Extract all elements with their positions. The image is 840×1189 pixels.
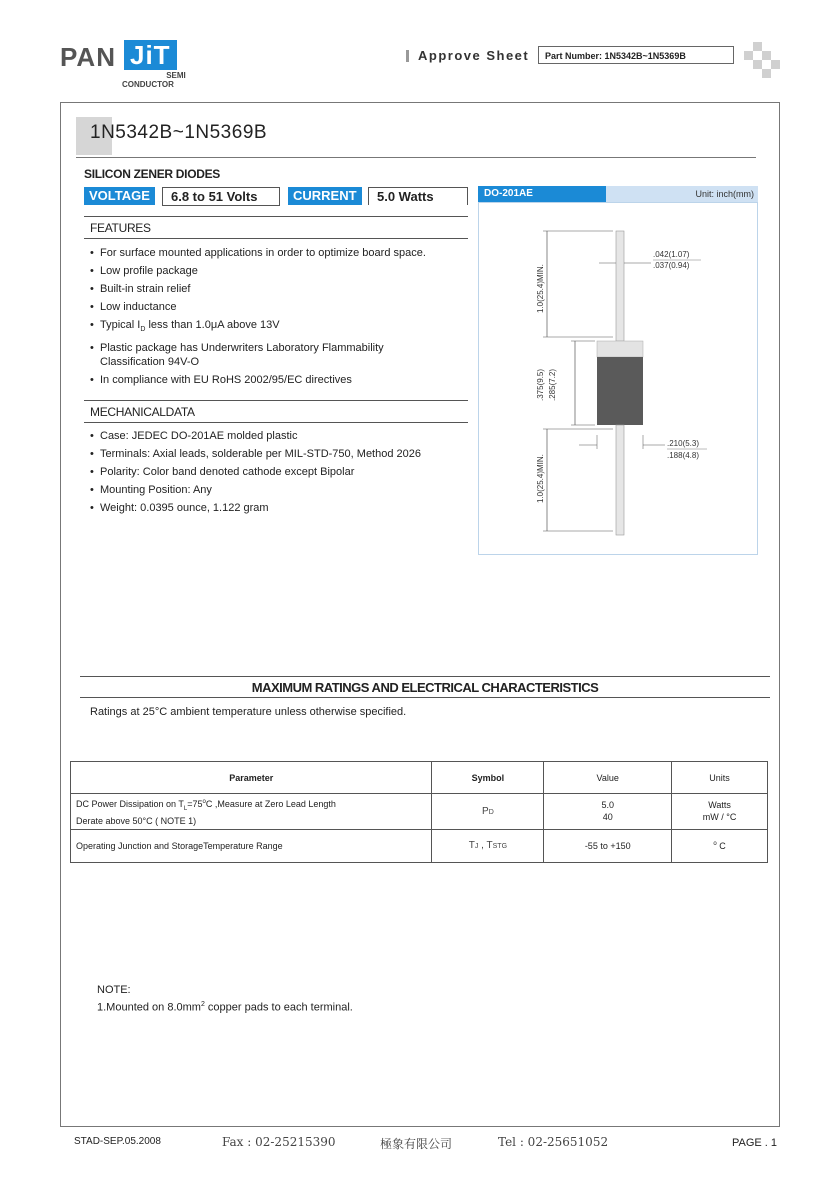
list-item: • Built-in strain relief bbox=[90, 280, 460, 298]
dim-lead-top: 1.0(25.4)MIN. bbox=[536, 264, 545, 313]
param-sub: L bbox=[183, 805, 188, 812]
ratings-title: MAXIMUM RATINGS AND ELECTRICAL CHARACTERISTICS bbox=[251, 680, 599, 695]
value-text: 5.0 bbox=[601, 800, 614, 811]
approve-bar bbox=[406, 50, 409, 62]
current-badge: CURRENT bbox=[288, 187, 362, 205]
subtitle: SILICON ZENER DIODES bbox=[84, 167, 221, 181]
package-drawing bbox=[479, 203, 757, 554]
symbol-sub: STG bbox=[492, 843, 508, 851]
voltage-underline bbox=[162, 205, 280, 206]
features-heading: FEATURES bbox=[90, 221, 151, 235]
unit-cell bbox=[672, 829, 768, 862]
list-item: • Case: JEDEC DO-201AE molded plastic bbox=[90, 427, 460, 445]
checker-decoration bbox=[744, 42, 780, 78]
param-sup: o bbox=[202, 799, 206, 805]
footer-company: 極象有限公司 bbox=[380, 1137, 453, 1151]
list-item: • Low profile package bbox=[90, 262, 460, 280]
ratings-bottom-divider bbox=[80, 697, 770, 698]
dim-lead-dia-1: .042(1.07) bbox=[653, 250, 690, 259]
param-text: DC Power Dissipation on T bbox=[76, 799, 184, 809]
value-cell bbox=[544, 794, 672, 830]
value-cell: -55 to +150 bbox=[544, 829, 672, 862]
symbol-sub: J bbox=[474, 843, 479, 851]
ratings-table bbox=[70, 761, 768, 863]
param-cell bbox=[71, 794, 432, 830]
mechanical-list bbox=[90, 427, 460, 517]
note-line bbox=[97, 1001, 353, 1014]
unit-cell bbox=[672, 794, 768, 830]
typical-suffix: less than 1.0μA above 13V bbox=[145, 319, 280, 331]
unit-text: mW / °C bbox=[702, 812, 737, 823]
typical-sub: D bbox=[140, 326, 146, 334]
symbol-text: T bbox=[468, 840, 475, 852]
table-row bbox=[71, 794, 768, 830]
symbol-text: , T bbox=[478, 840, 493, 852]
package-drawing-box bbox=[478, 202, 758, 555]
list-item: • Low inductance bbox=[90, 298, 460, 316]
symbol-sub: D bbox=[488, 808, 494, 816]
table-row bbox=[71, 829, 768, 862]
col-symbol: Symbol bbox=[432, 762, 544, 794]
footer-doc-id: STAD-SEP.05.2008 bbox=[74, 1136, 161, 1147]
part-number-box: Part Number: 1N5342B~1N5369B bbox=[538, 46, 734, 64]
mechanical-divider bbox=[84, 422, 468, 423]
note-heading: NOTE: bbox=[97, 984, 131, 996]
badge-divider bbox=[84, 216, 468, 217]
list-item bbox=[90, 316, 460, 339]
param-text: Derate above 50°C ( NOTE 1) bbox=[76, 815, 197, 826]
value-text: 40 bbox=[602, 812, 613, 823]
list-item bbox=[90, 339, 460, 371]
voltage-value: 6.8 to 51 Volts bbox=[162, 187, 280, 205]
symbol-text: P bbox=[482, 805, 489, 817]
ratings-note: Ratings at 25°C ambient temperature unless otherwise specified. bbox=[90, 706, 407, 718]
logo-pan: PAN bbox=[60, 42, 116, 72]
footer-fax: Fax : 02-25215390 bbox=[222, 1135, 336, 1149]
title-divider bbox=[76, 157, 756, 158]
plastic-line1: Plastic package has Underwriters Laboratory Flammability bbox=[100, 342, 384, 355]
col-value: Value bbox=[544, 762, 672, 794]
dim-lead-bottom: 1.0(25.4)MIN. bbox=[536, 454, 545, 503]
symbol-cell bbox=[432, 829, 544, 862]
param-text: =75 bbox=[187, 799, 203, 809]
unit-text: Watts bbox=[708, 800, 731, 811]
list-item: • In compliance with EU RoHS 2002/95/EC directives bbox=[90, 371, 460, 389]
voltage-badge: VOLTAGE bbox=[84, 187, 155, 205]
features-divider bbox=[84, 238, 468, 239]
footer-tel: Tel : 02-25651052 bbox=[498, 1135, 609, 1149]
dim-body-len-2: .285(7.2) bbox=[548, 368, 557, 401]
logo-conductor: CONDUCTOR bbox=[122, 80, 174, 89]
list-item: • Weight: 0.0395 ounce, 1.122 gram bbox=[90, 499, 460, 517]
logo-jit: JiT bbox=[124, 40, 177, 70]
dim-body-dia-2: .188(4.8) bbox=[667, 451, 700, 460]
col-parameter: Parameter bbox=[71, 762, 432, 794]
logo-semi: SEMI bbox=[166, 71, 186, 80]
current-value: 5.0 Watts bbox=[368, 187, 468, 205]
dim-lead-dia-2: .037(0.94) bbox=[653, 261, 690, 270]
note-sup: 2 bbox=[200, 1001, 205, 1008]
approve-sheet-label: Approve Sheet bbox=[418, 48, 530, 63]
page-title: 1N5342B~1N5369B bbox=[90, 122, 268, 143]
dim-body-len-1: .375(9.5) bbox=[536, 368, 545, 401]
note-text: copper pads to each terminal. bbox=[204, 1001, 353, 1014]
mechanical-heading: MECHANICALDATA bbox=[90, 405, 195, 419]
param-cell: Operating Junction and StorageTemperature Range bbox=[71, 829, 432, 862]
col-units: Units bbox=[672, 762, 768, 794]
ratings-top-divider bbox=[80, 676, 770, 677]
list-item: • For surface mounted applications in order to optimize board space. bbox=[90, 244, 460, 262]
list-item: • Polarity: Color band denoted cathode except Bipolar bbox=[90, 463, 460, 481]
plastic-line2: Classification 94V-O bbox=[100, 356, 200, 369]
package-unit: Unit: inch(mm) bbox=[606, 186, 758, 202]
features-list bbox=[90, 244, 460, 389]
unit-text: C bbox=[716, 840, 726, 851]
symbol-cell bbox=[432, 794, 544, 830]
package-name: DO-201AE bbox=[478, 186, 606, 202]
table-header-row bbox=[71, 762, 768, 794]
param-text: C ,Measure at Zero Lead Length bbox=[205, 799, 336, 809]
note-text: 1.Mounted on 8.0mm bbox=[97, 1001, 201, 1014]
dim-body-dia-1: .210(5.3) bbox=[667, 439, 700, 448]
list-item: • Terminals: Axial leads, solderable per MIL-STD-750, Method 2026 bbox=[90, 445, 460, 463]
footer-page: PAGE . 1 bbox=[732, 1137, 778, 1149]
mechanical-top-divider bbox=[84, 400, 468, 401]
list-item: • Mounting Position: Any bbox=[90, 481, 460, 499]
unit-sup: o bbox=[713, 840, 717, 847]
typical-prefix: Typical I bbox=[100, 319, 141, 331]
